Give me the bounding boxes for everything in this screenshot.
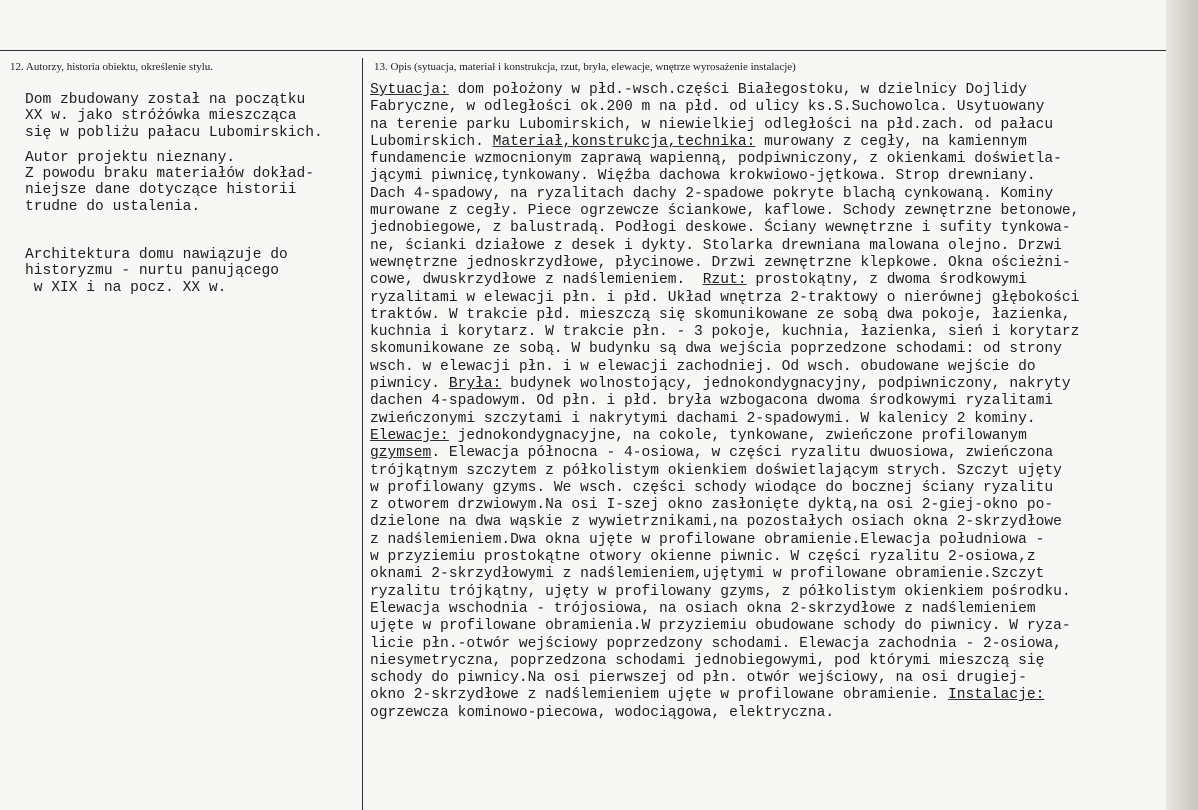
text-segment: z nadślemieniem.Dwa okna ujęte w profilowane obramienie.Elewacja południowa - — [370, 531, 1045, 548]
text-line: Architektura domu nawiązuje do — [25, 247, 288, 264]
page-edge-shadow — [1166, 0, 1198, 810]
section-13-header: 13. Opis (sytuacja, materiał i konstrukcja, rzut, bryła, elewacje, wnętrze wyrosażenie instalacje) — [374, 61, 796, 73]
text-line: historyzmu - nurtu panującego — [25, 263, 279, 280]
description-line — [370, 168, 1160, 185]
text-segment: Dach 4-spadowy, na ryzalitach dachy 2-spadowe pokryte blachą cynkowaną. Kominy — [370, 185, 1054, 202]
text-segment: wsch. w elewacji płn. i w elewacji zachodniej. Od wsch. obudowane wejście do — [370, 358, 1036, 375]
text-segment: ne, ścianki działowe z desek i dykty. Stolarka drewniana malowana olejno. Drzwi — [370, 237, 1062, 254]
section-13-description — [370, 82, 1160, 722]
description-line — [370, 186, 1160, 203]
history-paragraph-style — [25, 247, 355, 296]
description-line — [370, 324, 1160, 341]
text-line: niejsze dane dotyczące historii — [25, 182, 297, 199]
description-line — [370, 601, 1160, 618]
text-segment: fundamencie wzmocnionym zaprawą wapienną, podpiwniczony, z okienkami doświetla- — [370, 151, 1062, 168]
description-line — [370, 463, 1160, 480]
description-line — [370, 584, 1160, 601]
description-line — [370, 376, 1160, 393]
text-segment: wewnętrzne jednoskrzydłowe, płycinowe. Drzwi zewnętrzne klepkowe. Okna ościeżni- — [370, 254, 1071, 271]
description-line — [370, 255, 1160, 272]
description-line — [370, 636, 1160, 653]
text-segment: w przyziemiu prostokątne otwory okienne piwnic. W części ryzalitu 2-osiowa,z — [370, 549, 1036, 566]
section-12-history — [25, 92, 355, 296]
text-segment: Lubomirskich. — [370, 133, 493, 150]
section-heading-underlined: Rzut: — [702, 272, 747, 289]
text-segment: jednobiegowe, z balustradą. Podłogi deskowe. Ściany wewnętrzne i sufity tynkowa- — [370, 220, 1071, 237]
section-heading-underlined: Instalacje: — [948, 687, 1045, 704]
description-line — [370, 618, 1160, 635]
text-segment: cowe, dwuskrzydłowe z nadślemieniem. — [370, 272, 703, 289]
description-line — [370, 705, 1160, 722]
text-line: Dom zbudowany został na początku — [25, 92, 306, 108]
description-line — [370, 220, 1160, 237]
text-segment: dzielone na dwa wąskie z wywietrznikami,na pozostałych osiach okna 2-skrzydłowe — [370, 514, 1062, 531]
text-segment: na terenie parku Lubomirskich, w niewielkiej odległości na płd.zach. od pałacu — [370, 116, 1054, 133]
text-segment: traktów. W trakcie płd. mieszczą się skomunikowane ze sobą dwa pokoje, łazienka, — [370, 306, 1071, 323]
section-heading-underlined: Materiał,konstrukcja,technika: — [492, 133, 756, 150]
text-segment: jednokondygnacyjne, na cokole, tynkowane, zwieńczone profilowanym — [448, 427, 1027, 444]
history-paragraph-construction — [25, 92, 355, 141]
text-segment: skomunikowane ze sobą. W budynku są dwa wejścia poprzedzone schodami: od strony — [370, 341, 1062, 358]
description-line — [370, 532, 1160, 549]
description-line — [370, 687, 1160, 704]
text-segment: dachen 4-spadowym. Od płn. i płd. bryła wzbogacona dwoma środkowymi ryzalitami — [370, 393, 1054, 410]
text-segment: licie płn.-otwór wejściowy poprzedzony schodami. Elewacja zachodnia - 2-osiowa, — [370, 635, 1062, 652]
text-segment: murowane z cegły. Piece ogrzewcze ściankowe, kaflowe. Schody zewnętrzne betonowe, — [370, 203, 1080, 220]
description-line — [370, 393, 1160, 410]
description-line — [370, 514, 1160, 531]
text-segment: w profilowany gzyms. We wsch. części schody wiodące do bocznej ściany ryzalitu — [370, 479, 1054, 496]
description-line — [370, 272, 1160, 289]
text-segment: jącymi piwnicę,tynkowany. Więźba dachowa krokwiowo-jętkowa. Strop drewniany. — [370, 168, 1036, 185]
text-segment: ryzalitu trójkątny, ujęty w profilowany gzyms, z półkolistym okienkiem pośrodku. — [370, 583, 1071, 600]
text-segment: okno 2-skrzydłowe z nadślemieniem ujęte w profilowane obramienie. — [370, 687, 949, 704]
description-line — [370, 134, 1160, 151]
description-line — [370, 99, 1160, 116]
description-line — [370, 82, 1160, 99]
text-segment: zwieńczonymi szczytami i nakrytymi dachami 2-spadowymi. W kalenicy 2 kominy. — [370, 410, 1036, 427]
text-segment: z otworem drzwiowym.Na osi I-szej okno zasłonięte dyktą,na osi 2-giej-okno po- — [370, 497, 1054, 514]
text-segment: schody do piwnicy.Na osi pierwszej od płn. otwór wejściowy, na osi drugiej- — [370, 670, 1027, 687]
history-paragraph-author — [25, 150, 355, 215]
description-line — [370, 151, 1160, 168]
description-line — [370, 411, 1160, 428]
text-segment: ogrzewcza kominowo-piecowa, wodociągowa, elektryczna. — [370, 704, 835, 721]
text-segment: kuchnia i korytarz. W trakcie płn. - 3 pokoje, kuchnia, łazienka, sień i korytarz — [370, 324, 1080, 341]
description-line — [370, 480, 1160, 497]
text-line: Autor projektu nieznany. — [25, 149, 236, 166]
section-heading-underlined: Sytuacja: — [370, 82, 449, 98]
text-segment: prostokątny, z dwoma środkowymi — [746, 272, 1027, 289]
description-line — [370, 670, 1160, 687]
text-segment: ujęte w profilowane obramienia.W przyziemiu obudowane schody do piwnicy. W ryza- — [370, 618, 1071, 635]
text-line: XX w. jako stróżówka mieszcząca — [25, 108, 297, 125]
text-segment: . Elewacja północna - 4-osiowa, w części ryzalitu dwuosiowa, zwieńczona — [431, 445, 1054, 462]
text-segment: niesymetryczna, poprzedzona schodami jednobiegowymi, pod którymi mieszczą się — [370, 652, 1045, 669]
section-12-header: 12. Autorzy, historia obiektu, określenie stylu. — [10, 61, 214, 73]
section-heading-underlined: Elewacje: — [370, 427, 449, 444]
text-segment: murowany z cegły, na kamiennym — [755, 133, 1027, 150]
text-segment: Fabryczne, w odległości ok.200 m na płd. od ulicy ks.S.Suchowolca. Usytuowany — [370, 99, 1045, 116]
text-segment: trójkątnym szczytem z półkolistym okienkiem doświetlającym strych. Szczyt ujęty — [370, 462, 1062, 479]
description-line — [370, 341, 1160, 358]
description-line — [370, 428, 1160, 445]
description-line — [370, 653, 1160, 670]
description-line — [370, 307, 1160, 324]
text-line: trudne do ustalenia. — [25, 198, 201, 215]
description-line — [370, 238, 1160, 255]
text-line: się w pobliżu pałacu Lubomirskich. — [25, 124, 323, 141]
description-line — [370, 359, 1160, 376]
text-segment: piwnicy. — [370, 376, 449, 393]
description-line — [370, 203, 1160, 220]
description-line — [370, 566, 1160, 583]
description-line — [370, 117, 1160, 134]
description-line — [370, 290, 1160, 307]
text-segment: Elewacja wschodnia - trójosiowa, na osiach okna 2-skrzydłowe z nadślemieniem — [370, 600, 1036, 617]
text-line: w XIX i na pocz. XX w. — [25, 279, 227, 296]
header-top-rule — [0, 50, 1166, 51]
text-line: Z powodu braku materiałów dokład- — [25, 166, 315, 183]
description-line — [370, 445, 1160, 462]
text-segment: dom położony w płd.-wsch.części Białegostoku, w dzielnicy Dojlidy — [448, 82, 1027, 98]
description-line — [370, 549, 1160, 566]
description-line — [370, 497, 1160, 514]
section-heading-underlined: Bryła: — [448, 376, 502, 393]
text-segment: ryzalitami w elewacji płn. i płd. Układ wnętrza 2-traktowy o nierównej głębokości — [370, 289, 1080, 306]
column-divider — [362, 58, 363, 810]
text-segment: oknami 2-skrzydłowymi z nadślemieniem,ujętymi w profilowane obramienie.Szczyt — [370, 566, 1045, 583]
text-segment: budynek wolnostojący, jednokondygnacyjny, podpiwniczony, nakryty — [501, 376, 1071, 393]
section-heading-underlined: gzymsem — [370, 445, 432, 462]
